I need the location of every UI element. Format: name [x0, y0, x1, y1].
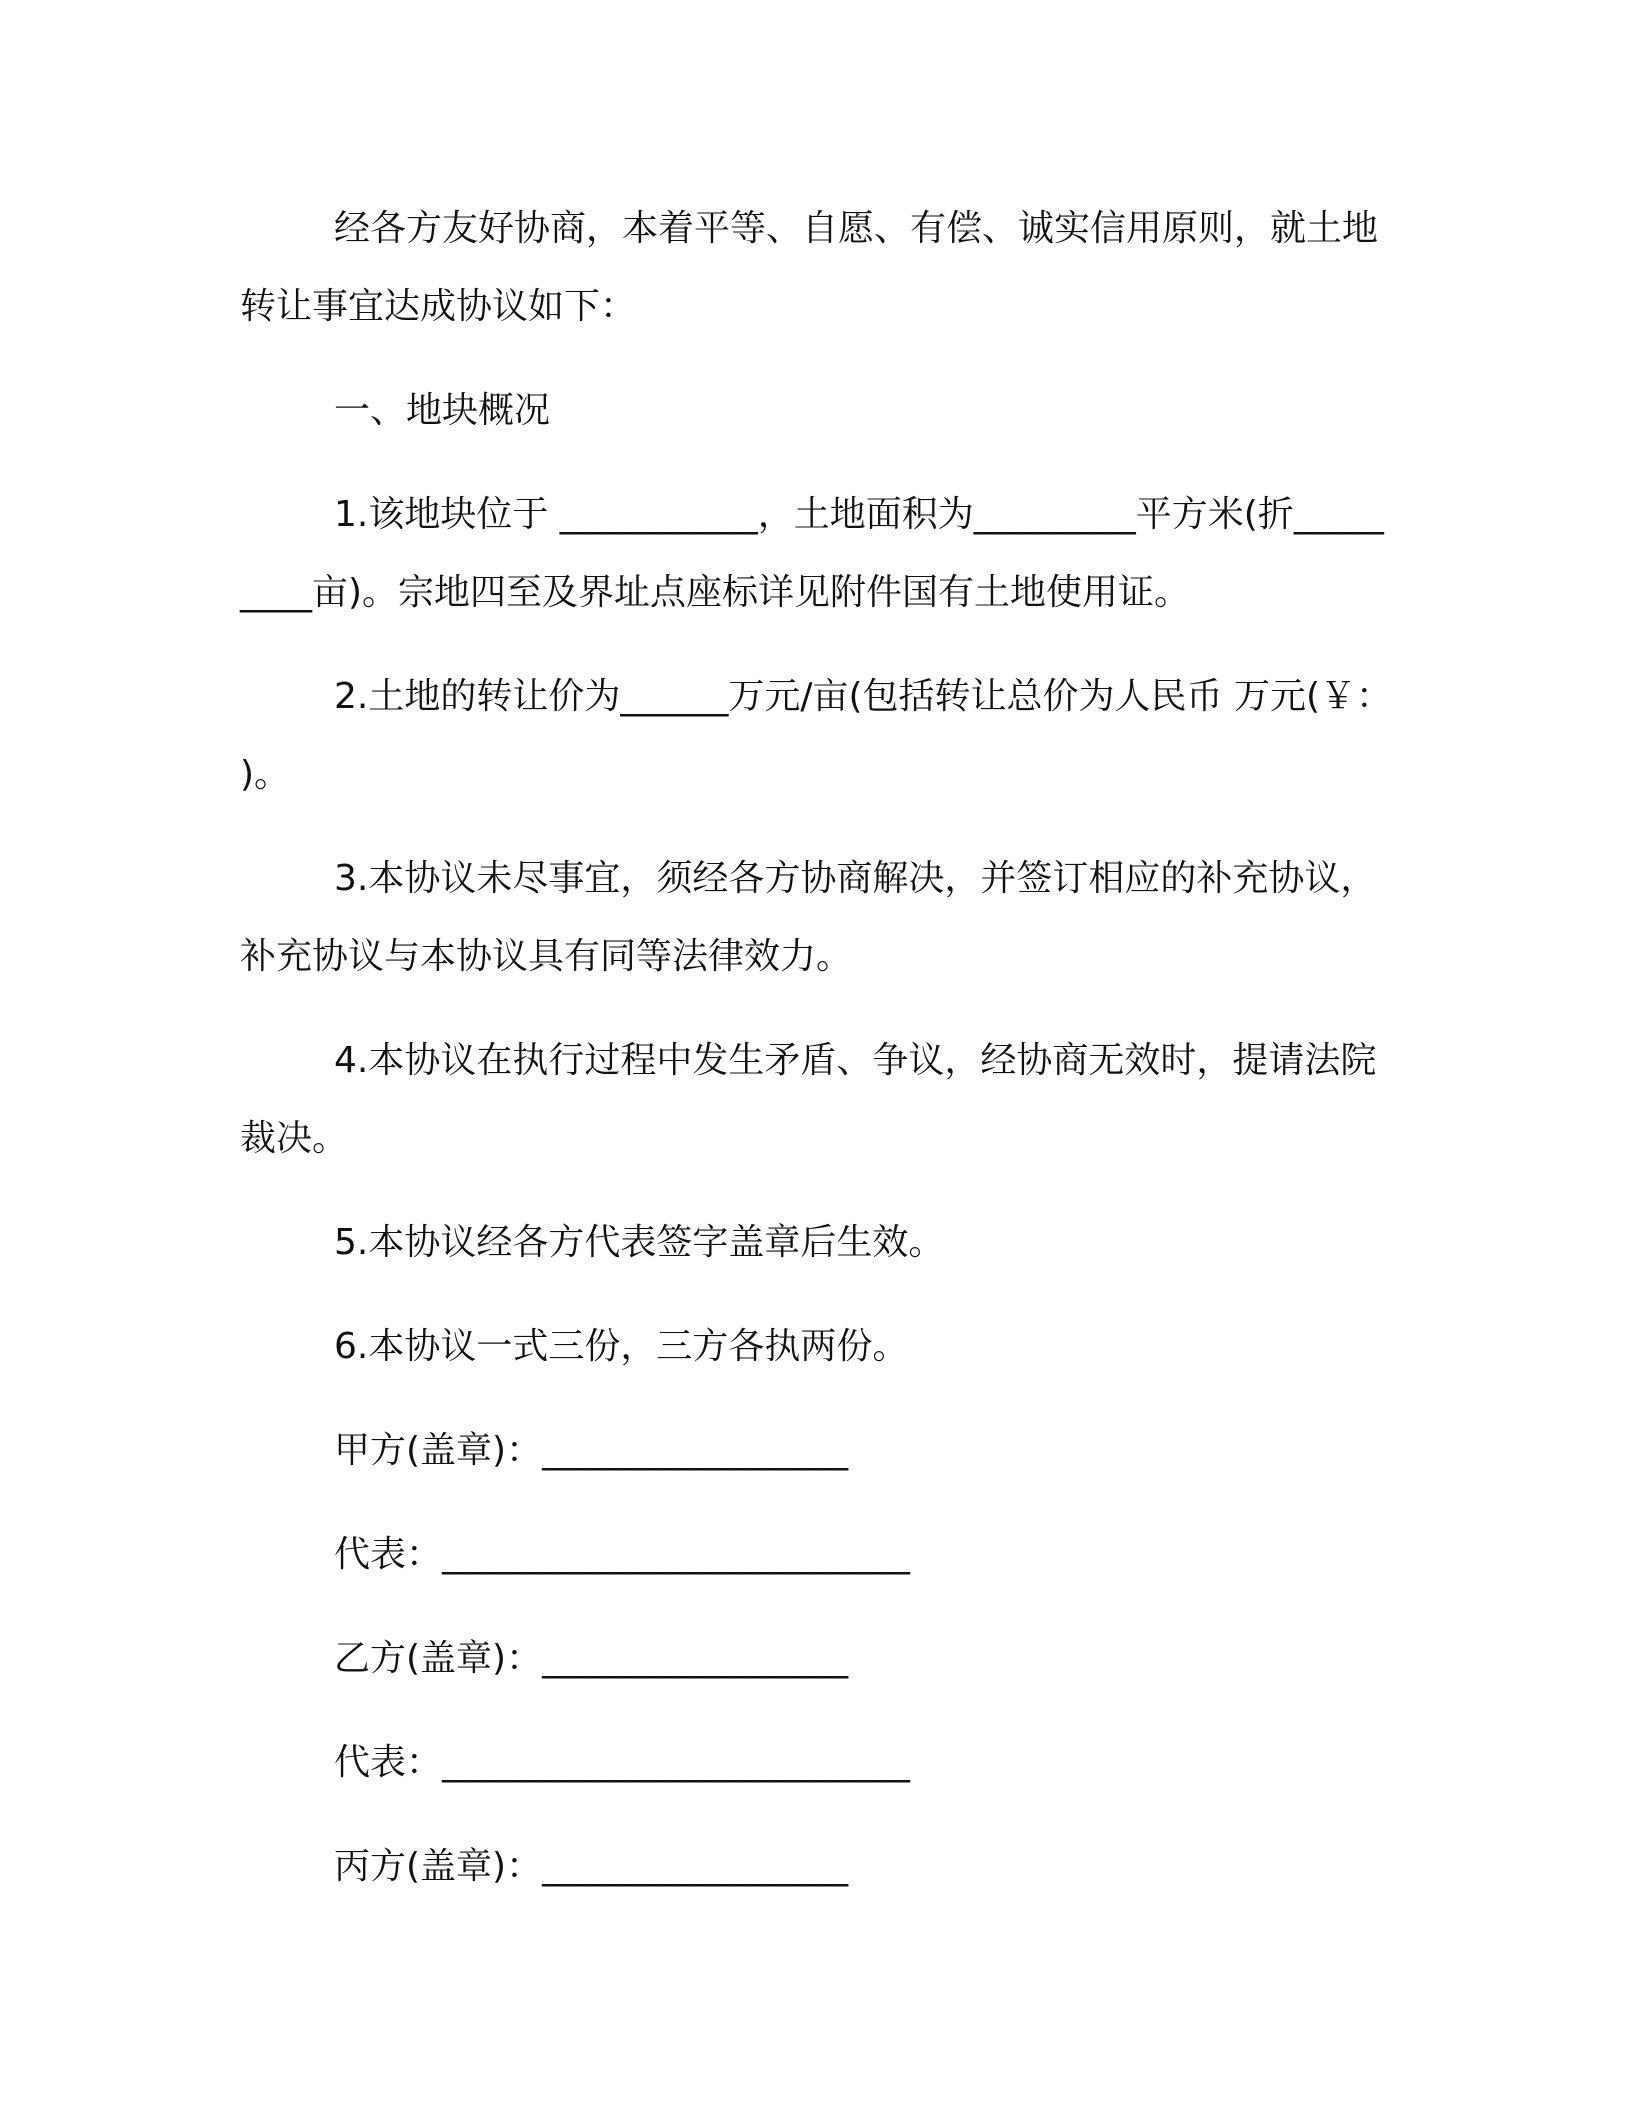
intro-paragraph: 经各方友好协商，本着平等、自愿、有偿、诚实信用原则，就土地转让事宜达成协议如下：	[240, 208, 1379, 327]
party-a-signature-line: 甲方(盖章)：_________________	[334, 1430, 849, 1471]
party-a-representative-line: 代表：__________________________	[334, 1534, 911, 1575]
party-b-representative-line: 代表：__________________________	[334, 1742, 911, 1783]
party-b-signature-line: 乙方(盖章)：_________________	[334, 1638, 849, 1679]
document-body	[240, 190, 1404, 1932]
clause-1: 1.该地块位于 ___________，土地面积为_________平方米(折_________亩)。宗地四至及界址点座标详见附件国有土地使用证。	[240, 494, 1384, 613]
clause-3: 3.本协议未尽事宜，须经各方协商解决，并签订相应的补充协议，补充协议与本协议具有同等法律效力。	[240, 858, 1377, 977]
clause-5: 5.本协议经各方代表签字盖章后生效。	[334, 1222, 945, 1263]
section-heading: 一、地块概况	[334, 390, 551, 431]
party-c-signature-line: 丙方(盖章)：_________________	[334, 1846, 849, 1887]
clause-2: 2.土地的转让价为______万元/亩(包括转让总价为人民币 万元(￥： )。	[240, 676, 1404, 795]
clause-6: 6.本协议一式三份，三方各执两份。	[334, 1326, 909, 1367]
clause-4: 4.本协议在执行过程中发生矛盾、争议，经协商无效时，提请法院裁决。	[240, 1040, 1377, 1159]
